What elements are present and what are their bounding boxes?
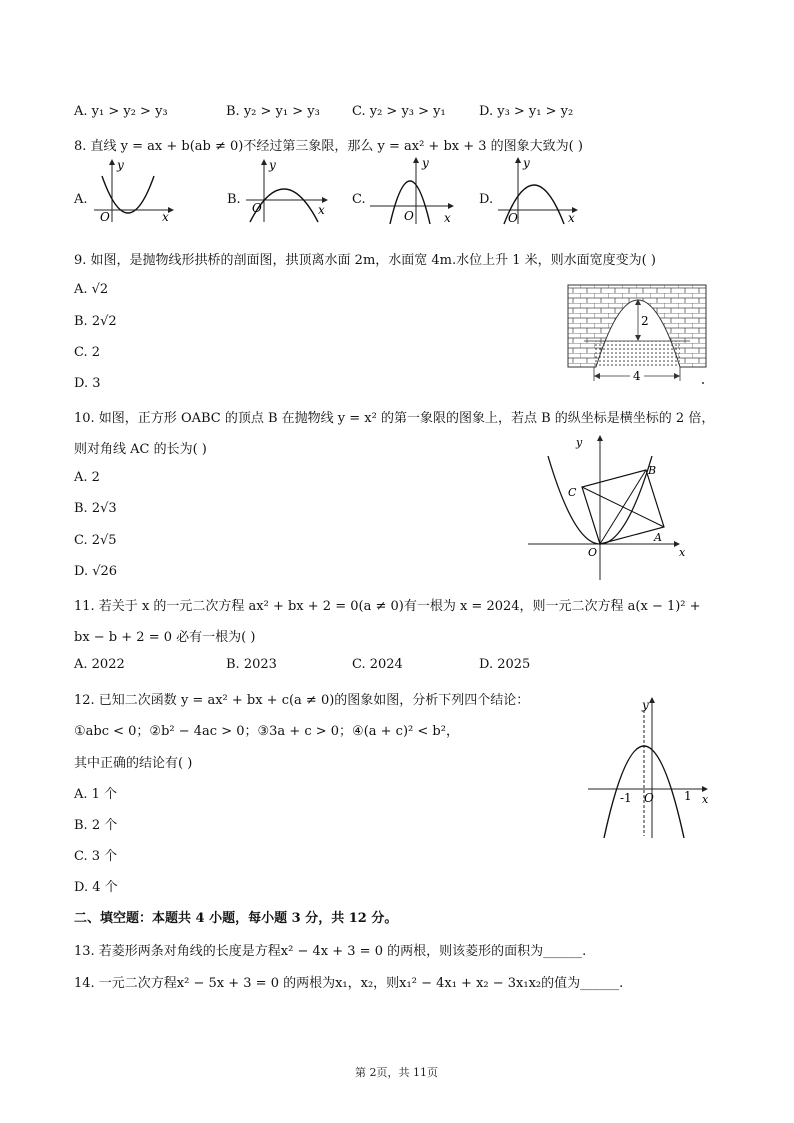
q13-stem: 13. 若菱形两条对角线的长度是方程x² − 4x + 3 = 0 的两根，则该菱形的面积为______.: [74, 944, 587, 959]
q12-option-c: C. 3 个: [74, 849, 118, 864]
svg-text:x: x: [162, 210, 169, 224]
svg-text:x: x: [318, 203, 325, 217]
q11-stem-line2: bx − b + 2 = 0 必有一根为( ): [74, 630, 256, 645]
q11-option-c: C. 2024: [352, 657, 403, 672]
svg-text:O: O: [588, 546, 598, 559]
svg-text:O: O: [644, 791, 654, 805]
q12-figure: [584, 692, 714, 842]
q8-label-d: D.: [479, 192, 494, 207]
svg-text:4: 4: [633, 369, 641, 383]
svg-text:O: O: [404, 209, 414, 223]
q12-stem: 12. 已知二次函数 y = ax² + bx + c(a ≠ 0)的图象如图，分析下列四个结论：: [74, 693, 530, 708]
svg-text:x: x: [568, 211, 575, 225]
q11-option-b: B. 2023: [226, 657, 277, 672]
svg-text:O: O: [252, 201, 262, 215]
q10-stem-line2: 则对角线 AC 的长为( ): [74, 442, 207, 457]
q10-option-d: D. √26: [74, 564, 118, 579]
q8-graph-b: [244, 158, 330, 224]
q11-options: [74, 657, 674, 675]
svg-text:-1: -1: [620, 791, 632, 805]
q11-option-a: A. 2022: [74, 657, 125, 672]
svg-text:O: O: [100, 210, 110, 224]
q12-conclusions: ①abc < 0；②b² − 4ac > 0；③3a + c > 0；④(a + c)² < b²，: [74, 724, 459, 739]
svg-text:y: y: [576, 436, 583, 449]
svg-text:x: x: [444, 211, 451, 225]
q11-stem-line1: 11. 若关于 x 的一元二次方程 ax² + bx + 2 = 0(a ≠ 0)有一根为 x = 2024，则一元二次方程 a(x − 1)² +: [74, 599, 701, 614]
q8-label-b: B.: [227, 192, 241, 207]
q11-option-d: D. 2025: [479, 657, 531, 672]
svg-text:x: x: [702, 793, 709, 806]
section-2-title: 二、填空题：本题共 4 小题，每小题 3 分，共 12 分。: [74, 911, 398, 926]
svg-text:x: x: [679, 546, 686, 559]
svg-text:y: y: [642, 698, 649, 712]
q14-stem: 14. 一元二次方程x² − 5x + 3 = 0 的两根为x₁，x₂，则x₁² − 4x₁ + x₂ − 3x₁x₂的值为______.: [74, 976, 624, 991]
q7-option-a: A. y₁ > y₂ > y₃: [74, 104, 168, 119]
q9-option-b: B. 2√2: [74, 314, 117, 329]
svg-text:B: B: [648, 464, 657, 477]
q9-option-a: A. √2: [74, 282, 109, 297]
svg-text:y: y: [523, 156, 530, 170]
q7-option-c: C. y₂ > y₃ > y₁: [352, 104, 446, 119]
q12-option-b: B. 2 个: [74, 818, 118, 833]
svg-text:O: O: [508, 211, 518, 225]
q7-options: [74, 104, 674, 122]
svg-text:y: y: [117, 158, 124, 172]
svg-text:2: 2: [641, 314, 649, 328]
svg-text:C: C: [568, 486, 577, 499]
q10-figure: [524, 432, 694, 584]
q8-graph-d: [496, 156, 582, 226]
svg-text:y: y: [269, 158, 276, 172]
q7-option-b: B. y₂ > y₁ > y₃: [226, 104, 320, 119]
q12-ask: 其中正确的结论有( ): [74, 756, 193, 771]
q7-option-d: D. y₃ > y₁ > y₂: [479, 104, 574, 119]
q9-option-d: D. 3: [74, 376, 101, 391]
q9-option-c: C. 2: [74, 345, 101, 360]
svg-text:1: 1: [684, 789, 692, 803]
q8-label-c: C.: [352, 192, 366, 207]
q8-graph-c: [368, 156, 458, 226]
svg-text:A: A: [654, 531, 662, 544]
q8-graph-a: [92, 158, 174, 224]
q12-option-a: A. 1 个: [74, 787, 118, 802]
q8-stem: 8. 直线 y = ax + b(ab ≠ 0)不经过第三象限，那么 y = ax² + bx + 3 的图象大致为( ): [74, 139, 583, 154]
q10-option-c: C. 2√5: [74, 533, 117, 548]
q8-label-a: A.: [74, 192, 88, 207]
svg-text:y: y: [422, 156, 429, 170]
q9-bridge-figure: [566, 283, 708, 389]
q10-stem-line1: 10. 如图，正方形 OABC 的顶点 B 在抛物线 y = x² 的第一象限的图象上，若点 B 的纵坐标是横坐标的 2 倍，: [74, 411, 715, 426]
page-footer: 第 2页，共 11页: [355, 1066, 438, 1079]
q10-option-b: B. 2√3: [74, 501, 117, 516]
q9-stem: 9. 如图，是抛物线形拱桥的剖面图，拱顶离水面 2m，水面宽 4m.水位上升 1 米，则水面宽度变为( ): [74, 253, 656, 268]
q12-option-d: D. 4 个: [74, 880, 118, 895]
q10-option-a: A. 2: [74, 470, 100, 485]
